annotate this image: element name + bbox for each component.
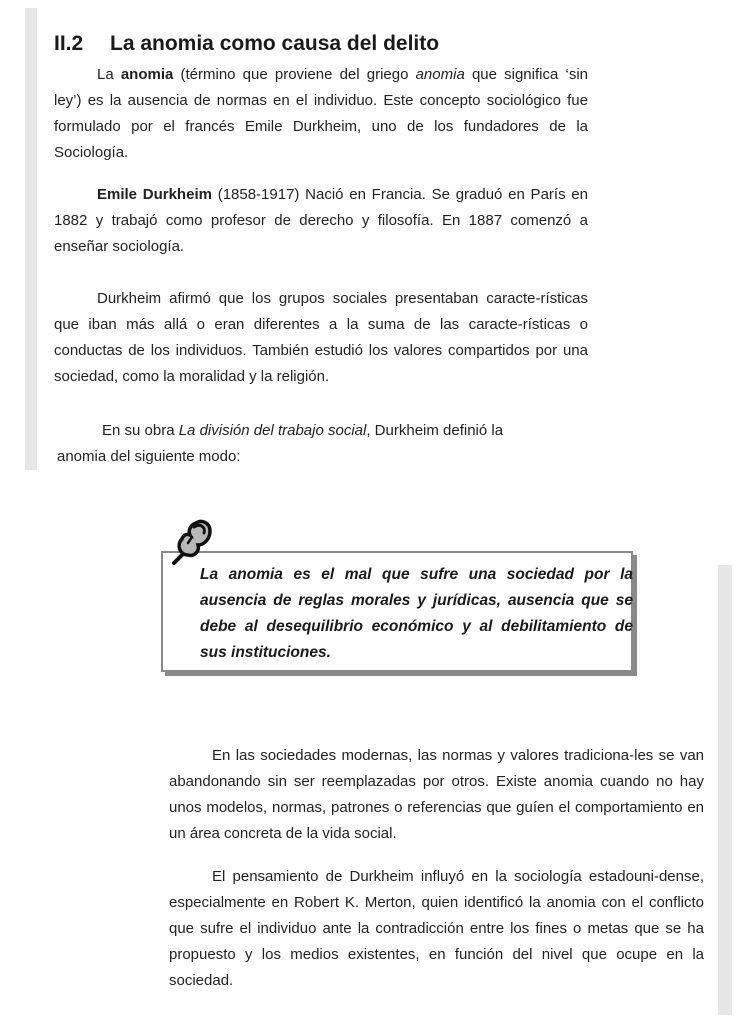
margin-bar-left (25, 8, 37, 470)
text: que significa ‘sin ley’) es la ausencia de normas en el individuo. Este concepto sociológico fue formulado por el francés Emile Durkheim, uno de los fundadores de la Sociología. (54, 66, 588, 161)
section-title: La anomia como causa del delito (110, 32, 440, 55)
paragraph-merton (169, 864, 704, 994)
text: anomia del siguiente modo: (57, 448, 241, 465)
paragraph-durkheim-ideas (54, 286, 588, 390)
text: La (97, 66, 121, 83)
quote-text: La anomia es el mal que sufre una sociedad por la ausencia de reglas morales y jurídicas, ausencia que se debe al desequilibrio económico y al debilitamiento de sus instituciones. (200, 566, 633, 661)
text: En las sociedades modernas, las normas y valores tradiciona-les se van abandonando sin ser reemplazadas por otros. Existe anomia cuando no hay unos modelos, normas, patrones o referencias que guíen el comportamiento en un área concreta de la vida social. (169, 747, 704, 842)
section-heading (54, 32, 439, 56)
text: En su obra (102, 422, 179, 439)
text: (1858-1917) Nació en Francia. Se graduó en París en 1882 y trabajó como profesor de derecho y filosofía. En 1887 comenzó a enseñar sociología. (54, 186, 588, 255)
section-number: II.2 (54, 32, 84, 55)
paragraph-durkheim-bio (54, 182, 588, 260)
paragraph-sociedades-modernas (169, 743, 704, 847)
text: El pensamiento de Durkheim influyó en la sociología estadouni-dense, especialmente en Robert K. Merton, quien identificó la anomia con el conflicto que sufre el individuo ante la contradicción entre los fines o metas que se ha propuesto y los medios existentes, en función del nivel que ocupe en la sociedad. (169, 868, 704, 989)
text: Durkheim afirmó que los grupos sociales presentaban caracte-rísticas que iban más allá o eran diferentes a la suma de las caracte-rísticas o conductas de los individuos. También estudió los valores compartidos por una sociedad, como la moralidad y la religión. (54, 290, 588, 385)
book-title: La división del trabajo social (178, 422, 367, 439)
paragraph-anomia-definition (54, 62, 588, 166)
term-anomia: anomia (120, 66, 174, 83)
pushpin-icon (170, 515, 220, 567)
term-anomia-greek: anomia (415, 66, 465, 83)
name-durkheim: Emile Durkheim (97, 186, 212, 203)
text: (término que proviene del griego (173, 66, 416, 83)
margin-bar-right (718, 565, 732, 1015)
paragraph-division-trabajo (54, 418, 594, 470)
text: , Durkheim definió la (366, 422, 504, 439)
